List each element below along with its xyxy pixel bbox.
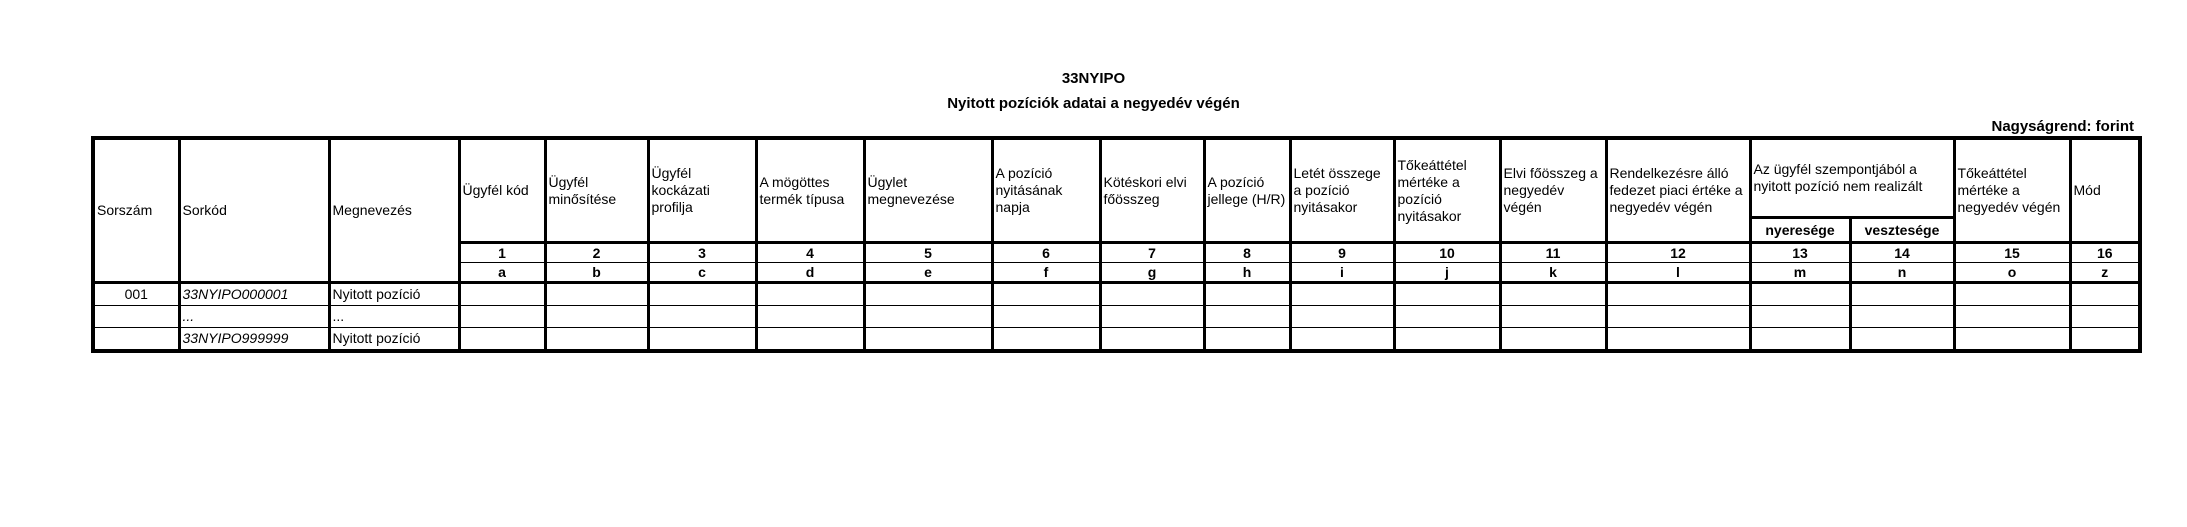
header-col-4: A mögöttes termék típusa bbox=[756, 138, 864, 243]
header-col-14: vesztesége bbox=[1850, 218, 1954, 243]
col-number: 3 bbox=[648, 243, 756, 263]
data-cell[interactable] bbox=[756, 328, 864, 352]
data-cell[interactable] bbox=[1394, 283, 1500, 306]
col-letter: g bbox=[1100, 263, 1204, 283]
data-cell[interactable] bbox=[1850, 328, 1954, 352]
data-cell[interactable] bbox=[1100, 283, 1204, 306]
data-cell[interactable] bbox=[1606, 283, 1750, 306]
header-sorkod: Sorkód bbox=[179, 138, 329, 283]
col-number: 6 bbox=[992, 243, 1100, 263]
data-cell[interactable] bbox=[1750, 306, 1850, 328]
col-letter: a bbox=[459, 263, 545, 283]
col-letter: i bbox=[1290, 263, 1394, 283]
col-number: 15 bbox=[1954, 243, 2070, 263]
col-letter: b bbox=[545, 263, 648, 283]
col-number: 7 bbox=[1100, 243, 1204, 263]
col-number: 4 bbox=[756, 243, 864, 263]
col-number: 11 bbox=[1500, 243, 1606, 263]
data-cell[interactable] bbox=[1606, 328, 1750, 352]
table-row bbox=[93, 328, 2140, 352]
col-number: 14 bbox=[1850, 243, 1954, 263]
col-letter: k bbox=[1500, 263, 1606, 283]
data-cell[interactable] bbox=[459, 306, 545, 328]
col-letter: z bbox=[2070, 263, 2140, 283]
col-letter: f bbox=[992, 263, 1100, 283]
data-cell[interactable] bbox=[864, 328, 992, 352]
table-row bbox=[93, 306, 2140, 328]
data-cell[interactable] bbox=[1750, 283, 1850, 306]
data-cell[interactable] bbox=[864, 306, 992, 328]
data-cell[interactable] bbox=[1954, 328, 2070, 352]
row-sorszam bbox=[93, 306, 179, 328]
col-letter: l bbox=[1606, 263, 1750, 283]
col-letter: j bbox=[1394, 263, 1500, 283]
data-cell[interactable] bbox=[2070, 328, 2140, 352]
col-number: 10 bbox=[1394, 243, 1500, 263]
data-cell[interactable] bbox=[545, 283, 648, 306]
data-cell[interactable] bbox=[2070, 283, 2140, 306]
col-number: 2 bbox=[545, 243, 648, 263]
report-code: 33NYIPO bbox=[1061, 70, 1126, 87]
unit-label: Nagyságrend: forint bbox=[1991, 118, 2134, 135]
table-row bbox=[93, 283, 2140, 306]
header-col-12: Rendelkezésre álló fedezet piaci értéke a negyedév végén bbox=[1606, 138, 1750, 243]
header-megnevezes: Megnevezés bbox=[329, 138, 459, 283]
data-cell[interactable] bbox=[648, 283, 756, 306]
col-number: 16 bbox=[2070, 243, 2140, 263]
data-cell[interactable] bbox=[545, 306, 648, 328]
col-letter: m bbox=[1750, 263, 1850, 283]
data-cell[interactable] bbox=[864, 283, 992, 306]
data-cell[interactable] bbox=[1394, 306, 1500, 328]
data-cell[interactable] bbox=[756, 306, 864, 328]
col-letter: o bbox=[1954, 263, 2070, 283]
header-col-8: A pozíció jellege (H/R) bbox=[1204, 138, 1290, 243]
data-cell[interactable] bbox=[1500, 283, 1606, 306]
col-letter: c bbox=[648, 263, 756, 283]
data-cell[interactable] bbox=[1290, 328, 1394, 352]
data-cell[interactable] bbox=[1290, 306, 1394, 328]
data-cell[interactable] bbox=[1204, 328, 1290, 352]
data-cell[interactable] bbox=[1750, 328, 1850, 352]
row-sorkod: ... bbox=[179, 306, 329, 328]
data-cell[interactable] bbox=[1290, 283, 1394, 306]
col-letter: d bbox=[756, 263, 864, 283]
data-cell[interactable] bbox=[459, 328, 545, 352]
data-cell[interactable] bbox=[992, 306, 1100, 328]
data-cell[interactable] bbox=[1100, 328, 1204, 352]
data-cell[interactable] bbox=[1500, 328, 1606, 352]
data-cell[interactable] bbox=[1204, 306, 1290, 328]
header-col-6: A pozíció nyitásának napja bbox=[992, 138, 1100, 243]
row-sorkod: 33NYIPO000001 bbox=[179, 283, 329, 306]
col-number: 13 bbox=[1750, 243, 1850, 263]
data-cell[interactable] bbox=[1500, 306, 1606, 328]
data-cell[interactable] bbox=[459, 283, 545, 306]
data-cell[interactable] bbox=[1850, 283, 1954, 306]
positions-table bbox=[91, 136, 2142, 353]
header-col-1: Ügyfél kód bbox=[459, 138, 545, 243]
header-col-11: Elvi főösszeg a negyedév végén bbox=[1500, 138, 1606, 243]
data-cell[interactable] bbox=[992, 283, 1100, 306]
data-cell[interactable] bbox=[545, 328, 648, 352]
data-cell[interactable] bbox=[992, 328, 1100, 352]
header-col-9: Letét összege a pozíció nyitásakor bbox=[1290, 138, 1394, 243]
header-col-13: nyeresége bbox=[1750, 218, 1850, 243]
header-col-3: Ügyfél kockázati profilja bbox=[648, 138, 756, 243]
col-letter: n bbox=[1850, 263, 1954, 283]
col-number: 8 bbox=[1204, 243, 1290, 263]
row-megnevezes: Nyitott pozíció bbox=[329, 328, 459, 352]
header-col-2: Ügyfél minősítése bbox=[545, 138, 648, 243]
data-cell[interactable] bbox=[1954, 283, 2070, 306]
data-cell[interactable] bbox=[1606, 306, 1750, 328]
col-number: 9 bbox=[1290, 243, 1394, 263]
data-cell[interactable] bbox=[2070, 306, 2140, 328]
col-number: 12 bbox=[1606, 243, 1750, 263]
row-sorkod: 33NYIPO999999 bbox=[179, 328, 329, 352]
header-sorszam: Sorszám bbox=[93, 138, 179, 283]
header-col-15: Tőkeáttétel mértéke a negyedév végén bbox=[1954, 138, 2070, 243]
data-cell[interactable] bbox=[1204, 283, 1290, 306]
header-col-10: Tőkeáttétel mértéke a pozíció nyitásakor bbox=[1394, 138, 1500, 243]
header-col-16: Mód bbox=[2070, 138, 2140, 243]
row-sorszam: 001 bbox=[93, 283, 179, 306]
data-cell[interactable] bbox=[1954, 306, 2070, 328]
col-number: 1 bbox=[459, 243, 545, 263]
row-megnevezes: Nyitott pozíció bbox=[329, 283, 459, 306]
data-cell[interactable] bbox=[648, 306, 756, 328]
header-col-7: Kötéskori elvi főösszeg bbox=[1100, 138, 1204, 243]
data-cell[interactable] bbox=[756, 283, 864, 306]
col-letter: h bbox=[1204, 263, 1290, 283]
row-sorszam bbox=[93, 328, 179, 352]
data-cell[interactable] bbox=[1100, 306, 1204, 328]
col-number: 5 bbox=[864, 243, 992, 263]
row-megnevezes: ... bbox=[329, 306, 459, 328]
report-title: Nyitott pozíciók adatai a negyedév végén bbox=[947, 95, 1240, 112]
header-group-unrealized: Az ügyfél szempontjából a nyitott pozíció nem realizált bbox=[1750, 138, 1954, 218]
col-letter: e bbox=[864, 263, 992, 283]
data-cell[interactable] bbox=[1850, 306, 1954, 328]
header-col-5: Ügylet megnevezése bbox=[864, 138, 992, 243]
data-cell[interactable] bbox=[1394, 328, 1500, 352]
data-cell[interactable] bbox=[648, 328, 756, 352]
header-row bbox=[93, 138, 2140, 218]
